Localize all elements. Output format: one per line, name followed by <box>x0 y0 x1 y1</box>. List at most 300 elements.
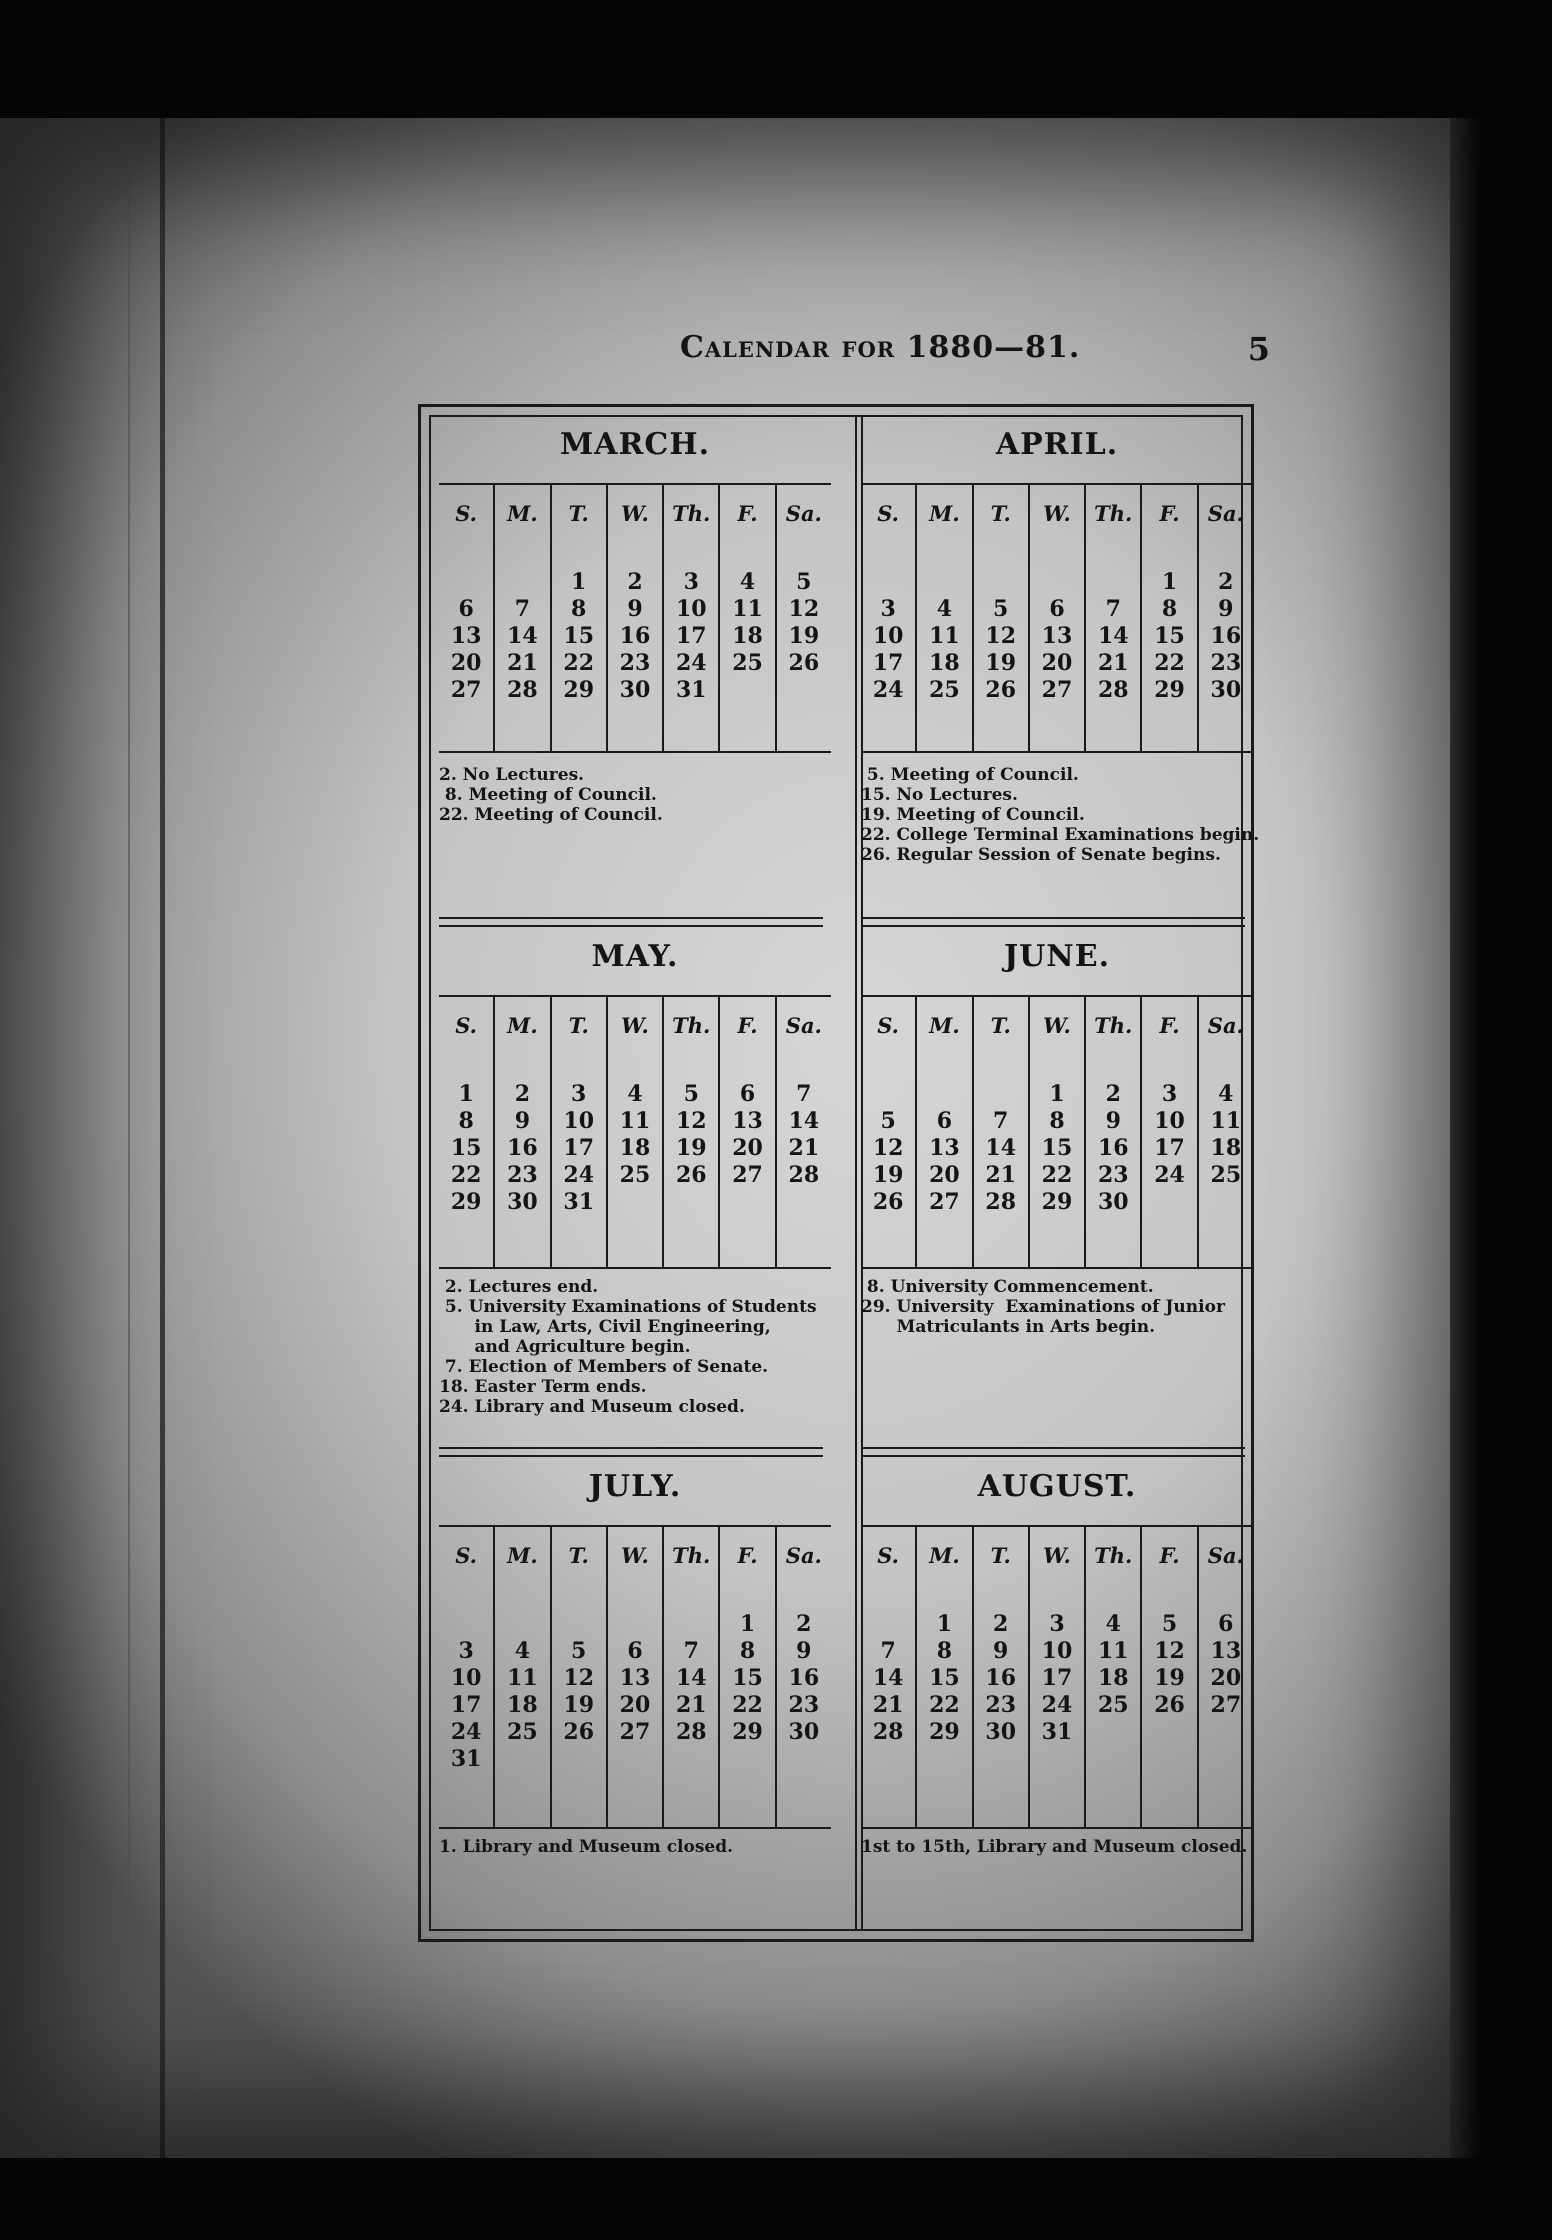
day-cell: 23 <box>1210 650 1242 676</box>
month-june <box>861 937 1253 1337</box>
note-line: 2. Lectures end. <box>439 1277 599 1297</box>
day-cell: 9 <box>1218 596 1234 622</box>
day-cell: 25 <box>1210 1162 1242 1188</box>
weekday-header: F. <box>1159 1543 1180 1568</box>
note-line: 15. No Lectures. <box>861 785 1018 805</box>
weekday-header: W. <box>1043 1543 1071 1568</box>
day-cell: 30 <box>619 677 651 703</box>
weekday-column <box>1140 1527 1196 1827</box>
weekday-column <box>718 997 774 1267</box>
month-name: AUGUST. <box>977 1469 1137 1504</box>
weekday-header: T. <box>568 501 589 526</box>
day-cell: 4 <box>936 596 953 622</box>
month-notes <box>861 1837 1253 1857</box>
weekday-column <box>606 1527 662 1827</box>
day-cell: 4 <box>739 569 756 595</box>
weekday-header: F. <box>737 501 758 526</box>
day-cell: 22 <box>1041 1162 1073 1188</box>
day-cell: 3 <box>880 596 896 622</box>
day-cell: 9 <box>1105 1108 1121 1134</box>
note-line: in Law, Arts, Civil Engineering, <box>439 1317 771 1337</box>
day-cell <box>720 677 774 704</box>
weekday-column <box>915 997 971 1267</box>
day-cell: 30 <box>1210 677 1242 703</box>
day-cell: 19 <box>985 650 1017 676</box>
day-cell: 24 <box>675 650 707 676</box>
day-cell: 10 <box>450 1665 482 1691</box>
day-cell: 23 <box>507 1162 538 1188</box>
day-cell: 17 <box>675 623 707 649</box>
note-line: 26. Regular Session of Senate begins. <box>861 845 1221 865</box>
day-cell: 19 <box>563 1692 595 1718</box>
weekday-column <box>606 997 662 1267</box>
day-cell: 11 <box>732 596 763 622</box>
day-cell: 12 <box>985 623 1017 649</box>
day-cell: 30 <box>507 1189 538 1215</box>
weekday-column <box>1197 485 1253 751</box>
weekday-column <box>439 997 493 1267</box>
day-cell: 14 <box>788 1108 820 1134</box>
day-cell: 2 <box>1105 1081 1121 1107</box>
day-cell: 3 <box>1049 1611 1065 1637</box>
weekday-column <box>493 485 549 751</box>
section-double-rule <box>439 1447 823 1457</box>
day-cell: 16 <box>507 1135 538 1161</box>
weekday-column <box>1028 485 1084 751</box>
day-cell <box>777 677 831 704</box>
day-cell: 6 <box>627 1638 643 1664</box>
weekday-column <box>1084 485 1140 751</box>
day-cell: 2 <box>627 569 643 595</box>
day-cell: 25 <box>507 1719 538 1745</box>
day-cell: 5 <box>796 569 812 595</box>
day-cell <box>552 1746 606 1773</box>
day-cell: 21 <box>872 1692 904 1718</box>
note-line: and Agriculture begin. <box>439 1337 691 1357</box>
weekday-column <box>915 485 971 751</box>
day-cell: 27 <box>732 1162 763 1188</box>
day-cell: 28 <box>507 677 538 703</box>
weekday-header: F. <box>737 1013 758 1038</box>
weekday-column <box>606 485 662 751</box>
weekday-header: Sa. <box>785 501 822 526</box>
day-cell <box>861 569 915 596</box>
weekday-header: S. <box>455 501 477 526</box>
day-cell: 1 <box>1049 1081 1065 1107</box>
day-cell: 25 <box>1097 1692 1129 1718</box>
day-cell <box>552 1611 606 1638</box>
day-cell: 20 <box>450 650 482 676</box>
note-line: 29. University Examinations of Junior <box>861 1297 1225 1317</box>
day-cell <box>495 569 549 596</box>
day-cell: 29 <box>1041 1189 1073 1215</box>
day-cell: 20 <box>1041 650 1073 676</box>
day-cell: 10 <box>1041 1638 1073 1664</box>
day-cell: 28 <box>788 1162 820 1188</box>
day-cell: 19 <box>788 623 820 649</box>
day-cell: 13 <box>732 1108 763 1134</box>
day-cell: 31 <box>1041 1719 1073 1745</box>
day-cell: 11 <box>619 1108 651 1134</box>
weekday-header: S. <box>455 1543 477 1568</box>
day-cell <box>495 1611 549 1638</box>
day-cell: 12 <box>675 1108 707 1134</box>
day-cell: 18 <box>732 623 763 649</box>
day-cell: 11 <box>929 623 960 649</box>
day-cell <box>974 569 1028 596</box>
weekday-header: M. <box>507 1013 538 1038</box>
day-cell: 28 <box>872 1719 904 1745</box>
day-cell: 26 <box>1154 1692 1185 1718</box>
day-cell: 14 <box>507 623 538 649</box>
day-cell: 12 <box>1154 1638 1185 1664</box>
day-cell: 18 <box>1210 1135 1242 1161</box>
note-line: 5. Meeting of Council. <box>861 765 1079 785</box>
day-cell: 20 <box>619 1692 651 1718</box>
day-cell: 14 <box>675 1665 707 1691</box>
day-cell: 9 <box>993 1638 1009 1664</box>
weekday-column <box>1084 997 1140 1267</box>
day-cell: 4 <box>1218 1081 1234 1107</box>
day-cell: 2 <box>796 1611 812 1637</box>
page-edge-shadow <box>1450 118 1480 2158</box>
weekday-header: Sa. <box>1207 1543 1244 1568</box>
day-cell: 1 <box>739 1611 756 1637</box>
day-cell: 15 <box>1041 1135 1073 1161</box>
note-line: 2. No Lectures. <box>439 765 585 785</box>
weekday-header: M. <box>929 1543 960 1568</box>
note-line: 7. Election of Members of Senate. <box>439 1357 769 1377</box>
day-cell: 16 <box>619 623 651 649</box>
month-day-grid <box>439 1525 831 1829</box>
day-cell: 26 <box>675 1162 707 1188</box>
weekday-header: M. <box>929 1013 960 1038</box>
day-cell: 6 <box>739 1081 756 1107</box>
weekday-header: S. <box>455 1013 477 1038</box>
day-cell: 24 <box>1154 1162 1185 1188</box>
day-cell: 11 <box>507 1665 538 1691</box>
month-march <box>439 425 831 825</box>
note-line: 5. University Examinations of Students <box>439 1297 817 1317</box>
day-cell: 17 <box>1154 1135 1185 1161</box>
month-notes <box>439 765 831 825</box>
weekday-column <box>972 1527 1028 1827</box>
day-cell <box>917 1081 971 1108</box>
weekday-column <box>861 1527 915 1827</box>
day-cell: 7 <box>514 596 531 622</box>
day-cell: 15 <box>1154 623 1185 649</box>
weekday-column <box>1028 1527 1084 1827</box>
day-cell: 27 <box>450 677 482 703</box>
weekday-header: Th. <box>1094 1543 1133 1568</box>
note-line: 8. Meeting of Council. <box>439 785 657 805</box>
day-cell: 3 <box>458 1638 474 1664</box>
day-cell: 25 <box>929 677 960 703</box>
weekday-header: S. <box>877 501 899 526</box>
day-cell: 25 <box>732 650 763 676</box>
day-cell: 22 <box>732 1692 763 1718</box>
day-cell: 1 <box>571 569 587 595</box>
weekday-column <box>550 1527 606 1827</box>
weekday-header: Sa. <box>1207 501 1244 526</box>
day-cell: 29 <box>1154 677 1185 703</box>
day-cell: 23 <box>788 1692 820 1718</box>
day-cell: 21 <box>1097 650 1129 676</box>
weekday-column <box>493 1527 549 1827</box>
day-cell <box>608 1611 662 1638</box>
weekday-column <box>493 997 549 1267</box>
weekday-header: F. <box>1159 1013 1180 1038</box>
day-cell: 8 <box>1161 596 1178 622</box>
weekday-header: W. <box>1043 1013 1071 1038</box>
day-cell: 29 <box>732 1719 763 1745</box>
weekday-header: M. <box>507 501 538 526</box>
day-cell: 15 <box>929 1665 960 1691</box>
day-cell: 6 <box>1218 1611 1234 1637</box>
calendar-frame <box>418 404 1260 1942</box>
day-cell <box>1086 1719 1140 1746</box>
section-double-rule <box>861 917 1245 927</box>
day-cell: 27 <box>1210 1692 1242 1718</box>
day-cell: 1 <box>936 1611 953 1637</box>
weekday-header: T. <box>990 1543 1011 1568</box>
day-cell: 15 <box>563 623 595 649</box>
weekday-header: T. <box>990 501 1011 526</box>
weekday-header: Th. <box>672 1543 711 1568</box>
month-notes <box>861 765 1260 865</box>
day-cell: 10 <box>1154 1108 1185 1134</box>
day-cell: 7 <box>1105 596 1121 622</box>
weekday-column <box>972 997 1028 1267</box>
weekday-column <box>550 997 606 1267</box>
day-cell: 12 <box>563 1665 595 1691</box>
day-cell: 10 <box>563 1108 595 1134</box>
day-cell: 6 <box>936 1108 953 1134</box>
day-cell: 22 <box>1154 650 1185 676</box>
calendar-inner-border <box>429 415 1260 1931</box>
day-cell <box>608 1189 662 1216</box>
weekday-column <box>861 485 915 751</box>
day-cell: 8 <box>458 1108 474 1134</box>
day-cell: 7 <box>683 1638 699 1664</box>
note-line: Matriculants in Arts begin. <box>861 1317 1156 1337</box>
day-cell <box>495 1746 549 1773</box>
day-cell: 8 <box>1049 1108 1065 1134</box>
day-cell: 20 <box>1210 1665 1242 1691</box>
day-cell <box>1142 1719 1196 1746</box>
page-header-title: Calendar for 1880—81. <box>680 330 1081 365</box>
weekday-column <box>718 1527 774 1827</box>
weekday-header: M. <box>929 501 960 526</box>
day-cell: 30 <box>1097 1189 1129 1215</box>
note-line: 22. Meeting of Council. <box>439 805 663 825</box>
day-cell: 13 <box>1210 1638 1242 1664</box>
note-line: 8. University Commencement. <box>861 1277 1154 1297</box>
weekday-header: Sa. <box>785 1013 822 1038</box>
day-cell: 31 <box>563 1189 595 1215</box>
day-cell <box>777 1746 831 1773</box>
day-cell: 3 <box>1161 1081 1178 1107</box>
day-cell: 23 <box>1097 1162 1129 1188</box>
day-cell <box>664 1189 718 1216</box>
day-cell: 17 <box>1041 1665 1073 1691</box>
note-line: 24. Library and Museum closed. <box>439 1397 745 1417</box>
day-cell: 26 <box>985 677 1017 703</box>
weekday-header: S. <box>877 1013 899 1038</box>
day-cell: 31 <box>450 1746 482 1772</box>
weekday-column <box>861 997 915 1267</box>
section-double-rule <box>861 1447 1245 1457</box>
day-cell <box>1086 569 1140 596</box>
day-cell: 27 <box>1041 677 1073 703</box>
day-cell <box>1030 569 1084 596</box>
day-cell: 24 <box>872 677 904 703</box>
day-cell: 1 <box>1161 569 1178 595</box>
day-cell: 8 <box>936 1638 953 1664</box>
day-cell: 7 <box>993 1108 1009 1134</box>
month-name: MARCH. <box>559 427 711 462</box>
day-cell: 4 <box>627 1081 643 1107</box>
day-cell: 30 <box>788 1719 820 1745</box>
day-cell: 26 <box>563 1719 595 1745</box>
weekday-column <box>550 485 606 751</box>
note-line: 1st to 15th, Library and Museum closed. <box>861 1837 1248 1857</box>
day-cell: 17 <box>450 1692 482 1718</box>
month-day-grid <box>861 483 1253 753</box>
day-cell <box>1199 1719 1253 1746</box>
day-cell <box>720 1746 774 1773</box>
day-cell: 24 <box>450 1719 482 1745</box>
day-cell: 12 <box>788 596 820 622</box>
weekday-column <box>1197 1527 1253 1827</box>
day-cell <box>974 1081 1028 1108</box>
weekday-header: T. <box>568 1543 589 1568</box>
day-cell: 24 <box>1041 1692 1073 1718</box>
month-day-grid <box>439 483 831 753</box>
day-cell: 22 <box>929 1692 960 1718</box>
day-cell: 6 <box>1049 596 1065 622</box>
day-cell: 2 <box>1218 569 1234 595</box>
weekday-column <box>439 485 493 751</box>
day-cell <box>861 1611 915 1638</box>
month-name: APRIL. <box>995 427 1119 462</box>
day-cell: 28 <box>675 1719 707 1745</box>
weekday-header: W. <box>621 1543 649 1568</box>
weekday-header: Th. <box>1094 501 1133 526</box>
note-line: 1. Library and Museum closed. <box>439 1837 734 1857</box>
day-cell <box>664 1611 718 1638</box>
weekday-column <box>775 1527 831 1827</box>
month-april <box>861 425 1260 865</box>
month-august <box>861 1467 1253 1857</box>
weekday-column <box>775 485 831 751</box>
weekday-header: Th. <box>1094 1013 1133 1038</box>
day-cell: 31 <box>675 677 707 703</box>
weekday-header: Sa. <box>1207 1013 1244 1038</box>
day-cell: 8 <box>739 1638 756 1664</box>
day-cell: 29 <box>450 1189 482 1215</box>
day-cell: 19 <box>872 1162 904 1188</box>
day-cell: 10 <box>675 596 707 622</box>
weekday-header: T. <box>990 1013 1011 1038</box>
weekday-column <box>1028 997 1084 1267</box>
weekday-column <box>1140 997 1196 1267</box>
page-number: 5 <box>1247 330 1270 368</box>
weekday-header: M. <box>507 1543 538 1568</box>
month-day-grid <box>861 1525 1253 1829</box>
day-cell: 24 <box>563 1162 595 1188</box>
day-cell: 18 <box>1097 1665 1129 1691</box>
month-notes <box>861 1277 1253 1337</box>
day-cell <box>917 569 971 596</box>
day-cell: 18 <box>929 650 960 676</box>
day-cell: 21 <box>788 1135 820 1161</box>
day-cell: 29 <box>929 1719 960 1745</box>
day-cell: 17 <box>872 650 904 676</box>
day-cell: 5 <box>1161 1611 1178 1637</box>
day-cell: 10 <box>872 623 904 649</box>
weekday-column <box>915 1527 971 1827</box>
month-day-grid <box>861 995 1253 1269</box>
weekday-column <box>439 1527 493 1827</box>
day-cell <box>1142 1189 1196 1216</box>
day-cell <box>720 1189 774 1216</box>
day-cell: 26 <box>788 650 820 676</box>
weekday-column <box>1084 1527 1140 1827</box>
day-cell: 14 <box>985 1135 1017 1161</box>
day-cell: 3 <box>683 569 699 595</box>
day-cell: 2 <box>993 1611 1009 1637</box>
day-cell: 3 <box>571 1081 587 1107</box>
weekday-column <box>662 485 718 751</box>
note-line: 19. Meeting of Council. <box>861 805 1085 825</box>
day-cell: 28 <box>985 1189 1017 1215</box>
day-cell: 22 <box>450 1162 482 1188</box>
day-cell: 25 <box>619 1162 651 1188</box>
day-cell: 13 <box>1041 623 1073 649</box>
month-notes <box>439 1277 831 1417</box>
day-cell: 15 <box>732 1665 763 1691</box>
day-cell: 14 <box>1097 623 1129 649</box>
month-name: JULY. <box>588 1469 682 1504</box>
day-cell: 5 <box>683 1081 699 1107</box>
weekday-header: F. <box>1159 501 1180 526</box>
day-cell: 5 <box>993 596 1009 622</box>
running-head <box>680 330 1280 380</box>
day-cell: 16 <box>1210 623 1242 649</box>
weekday-column <box>718 485 774 751</box>
weekday-header: W. <box>1043 501 1071 526</box>
weekday-header: W. <box>621 1013 649 1038</box>
day-cell: 4 <box>1105 1611 1121 1637</box>
day-cell: 5 <box>880 1108 896 1134</box>
day-cell: 13 <box>929 1135 960 1161</box>
day-cell: 27 <box>929 1189 960 1215</box>
day-cell: 15 <box>450 1135 482 1161</box>
day-cell: 5 <box>571 1638 587 1664</box>
day-cell: 11 <box>1097 1638 1129 1664</box>
day-cell: 9 <box>796 1638 812 1664</box>
weekday-header: Th. <box>672 501 711 526</box>
weekday-header: S. <box>877 1543 899 1568</box>
day-cell: 16 <box>985 1665 1017 1691</box>
weekday-column <box>775 997 831 1267</box>
day-cell: 7 <box>880 1638 896 1664</box>
weekday-column <box>1197 997 1253 1267</box>
day-cell: 28 <box>1097 677 1129 703</box>
day-cell: 14 <box>872 1665 904 1691</box>
weekday-header: Th. <box>672 1013 711 1038</box>
